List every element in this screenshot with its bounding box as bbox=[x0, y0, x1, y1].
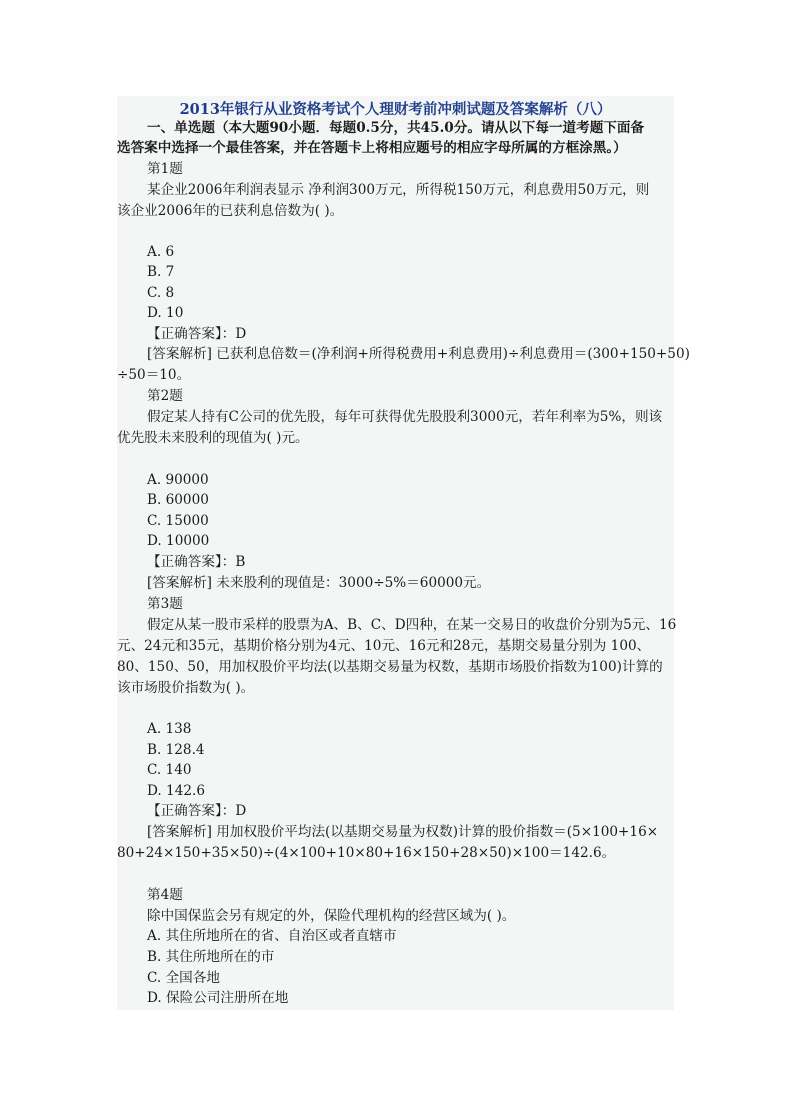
option-b: B. 7 bbox=[147, 264, 175, 280]
question-stem: 假定从某一股市采样的股票为A、B、C、D四种，在某一交易日的收盘价分别为5元、16 bbox=[147, 617, 677, 633]
question-label: 第1题 bbox=[147, 161, 183, 177]
correct-answer: 【正确答案】：D bbox=[147, 326, 247, 342]
option-a: A. 90000 bbox=[147, 472, 209, 488]
option-c: C. 15000 bbox=[147, 513, 209, 529]
answer-explanation: ÷50＝10。 bbox=[117, 367, 191, 383]
page-title: 2013年银行从业资格考试个人理财考前冲刺试题及答案解析（八） bbox=[179, 101, 612, 118]
option-c: C. 8 bbox=[147, 285, 175, 301]
option-d: D. 10 bbox=[147, 305, 184, 321]
document-page bbox=[117, 96, 690, 1010]
answer-explanation: [答案解析] 用加权股价平均法(以基期交易量为权数)计算的股价指数＝(5×100+16× bbox=[147, 824, 659, 840]
option-d: D. 10000 bbox=[147, 533, 210, 549]
option-d: D. 142.6 bbox=[147, 783, 205, 799]
option-c: C. 140 bbox=[147, 762, 192, 778]
answer-explanation: 80+24×150+35×50)÷(4×100+10×80+16×150+28×50)×100＝142.6。 bbox=[117, 845, 616, 861]
option-c: C. 全国各地 bbox=[147, 970, 220, 986]
answer-explanation: [答案解析] 未来股利的现值是：3000÷5%＝60000元。 bbox=[147, 575, 491, 591]
question-label: 第2题 bbox=[147, 388, 183, 404]
option-d: D. 保险公司注册所在地 bbox=[147, 990, 289, 1006]
question-stem: 80、150、50，用加权股价平均法(以基期交易量为权数，基期市场股价指数为100)计算的 bbox=[117, 659, 663, 675]
section-heading-line2: 选答案中选择一个最佳答案，并在答题卡上将相应题号的相应字母所属的方框涂黑。） bbox=[117, 140, 627, 156]
option-a: A. 138 bbox=[147, 721, 192, 737]
option-b: B. 60000 bbox=[147, 492, 209, 508]
answer-explanation: [答案解析] 已获利息倍数＝(净利润+所得税费用+利息费用)÷利息费用＝(300+150+50) bbox=[147, 346, 690, 362]
option-a: A. 其住所地所在的省、自治区或者直辖市 bbox=[147, 928, 397, 944]
question-stem: 优先股未来股利的现值为( )元。 bbox=[117, 430, 309, 446]
question-stem: 该企业2006年的已获利息倍数为( )。 bbox=[117, 203, 344, 219]
question-stem: 该市场股价指数为( )。 bbox=[117, 680, 255, 696]
correct-answer: 【正确答案】：B bbox=[147, 554, 246, 570]
section-heading-line1: 一、单选题（本大题90小题．每题0.5分，共45.0分。请从以下每一道考题下面备 bbox=[147, 120, 645, 136]
option-a: A. 6 bbox=[147, 244, 175, 260]
question-stem: 某企业2006年利润表显示 净利润300万元，所得税150万元，利息费用50万元，则 bbox=[147, 182, 650, 198]
question-label: 第3题 bbox=[147, 596, 183, 612]
option-b: B. 128.4 bbox=[147, 742, 205, 758]
question-stem: 假定某人持有C公司的优先股，每年可获得优先股股利3000元，若年利率为5%，则该 bbox=[147, 409, 663, 425]
option-b: B. 其住所地所在的市 bbox=[147, 949, 275, 965]
question-stem: 元、24元和35元，基期价格分别为4元、10元、16元和28元，基期交易量分别为 100、 bbox=[117, 638, 651, 654]
question-stem: 除中国保监会另有规定的外，保险代理机构的经营区域为( )。 bbox=[147, 908, 516, 924]
correct-answer: 【正确答案】：D bbox=[147, 803, 247, 819]
question-label: 第4题 bbox=[147, 887, 183, 903]
